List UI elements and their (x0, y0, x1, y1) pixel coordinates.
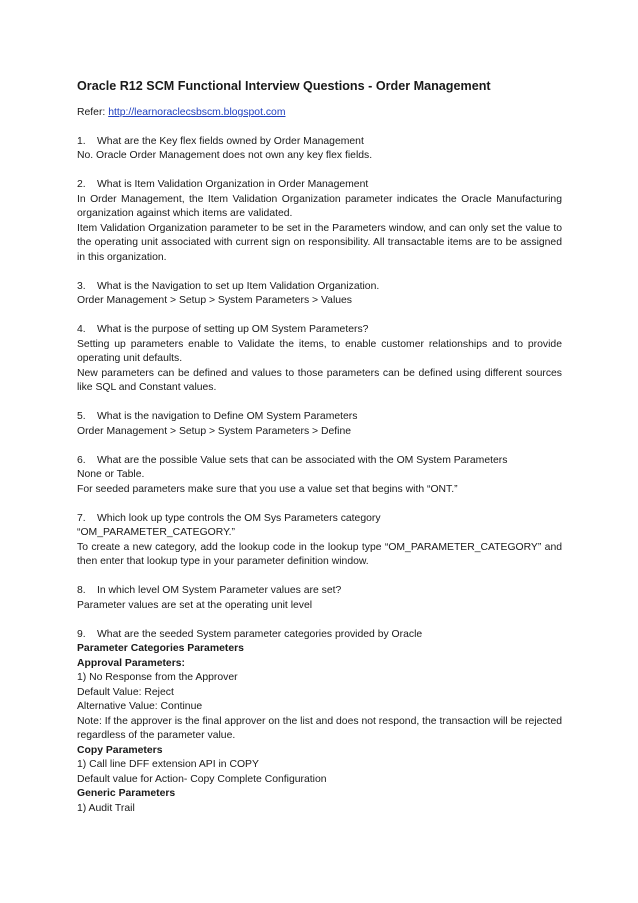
answer: Order Management > Setup > System Parameters > Define (77, 425, 352, 437)
copy-line: Default value for Action- Copy Complete Configuration (77, 773, 327, 785)
question: 2. What is Item Validation Organization in Order Management (77, 179, 369, 190)
qa-item (77, 410, 562, 439)
qa-item (77, 135, 562, 164)
qa-item-seeded-categories (77, 628, 562, 817)
answer: “OM_PARAMETER_CATEGORY.” (77, 527, 236, 538)
question: 4. What is the purpose of setting up OM System Parameters? (77, 324, 369, 335)
approval-note: Note: If the approver is the final approver on the list and does not respond, the transaction will be rejected regardless of the parameter value. (77, 715, 562, 741)
answer: New parameters can be defined and values to those parameters can be defined using different sources like SQL and Constant values. (77, 367, 562, 393)
document-page (77, 78, 562, 831)
qa-item (77, 512, 562, 570)
answer: Item Validation Organization parameter to be set in the Parameters window, and can only set the value to the operating unit associated with current sign on responsibility. All transactable items are to be assigned in this organization. (77, 222, 562, 263)
qa-item (77, 178, 562, 265)
answer: Order Management > Setup > System Parameters > Values (77, 295, 353, 306)
refer-link[interactable]: http://learnoraclecsbscm.blogspot.com (108, 107, 286, 118)
question: 1. What are the Key flex fields owned by Order Management (77, 135, 364, 147)
answer: For seeded parameters make sure that you use a value set that begins with “ONT.” (77, 483, 458, 495)
question: 9. What are the seeded System parameter categories provided by Oracle (77, 628, 423, 640)
refer-line (77, 106, 562, 121)
copy-heading: Copy Parameters (77, 744, 163, 756)
document-title: Oracle R12 SCM Functional Interview Questions - Order Management (77, 79, 491, 93)
approval-heading: Approval Parameters: (77, 657, 185, 669)
answer: Parameter values are set at the operating unit level (77, 599, 313, 611)
answer: In Order Management, the Item Validation Organization parameter indicates the Oracle Manufacturing organization against which items are validated. (77, 193, 562, 219)
answer: No. Oracle Order Management does not own any key flex fields. (77, 150, 373, 161)
qa-item (77, 323, 562, 396)
question: 7. Which look up type controls the OM Sys Parameters category (77, 512, 381, 524)
answer: Setting up parameters enable to Validate the items, to enable customer relationships and to provide operating unit defaults. (77, 338, 562, 364)
approval-line: Alternative Value: Continue (77, 701, 203, 712)
qa-item (77, 454, 562, 498)
generic-line: 1) Audit Trail (77, 802, 135, 814)
approval-line: 1) No Response from the Approver (77, 672, 238, 683)
categories-heading: Parameter Categories Parameters (77, 643, 244, 654)
question: 6. What are the possible Value sets that can be associated with the OM System Parameters (77, 454, 508, 466)
refer-label: Refer: (77, 107, 109, 118)
qa-item (77, 584, 562, 613)
copy-line: 1) Call line DFF extension API in COPY (77, 759, 259, 770)
qa-item (77, 280, 562, 309)
question: 8. In which level OM System Parameter values are set? (77, 585, 342, 596)
generic-heading: Generic Parameters (77, 788, 176, 799)
question: 3. What is the Navigation to set up Item Validation Organization. (77, 280, 380, 292)
answer: None or Table. (77, 469, 145, 480)
approval-line: Default Value: Reject (77, 686, 174, 698)
answer: To create a new category, add the lookup code in the lookup type “OM_PARAMETER_CATEGORY” and then enter that lookup type in your parameter definition window. (77, 541, 562, 567)
question: 5. What is the navigation to Define OM System Parameters (77, 411, 358, 422)
